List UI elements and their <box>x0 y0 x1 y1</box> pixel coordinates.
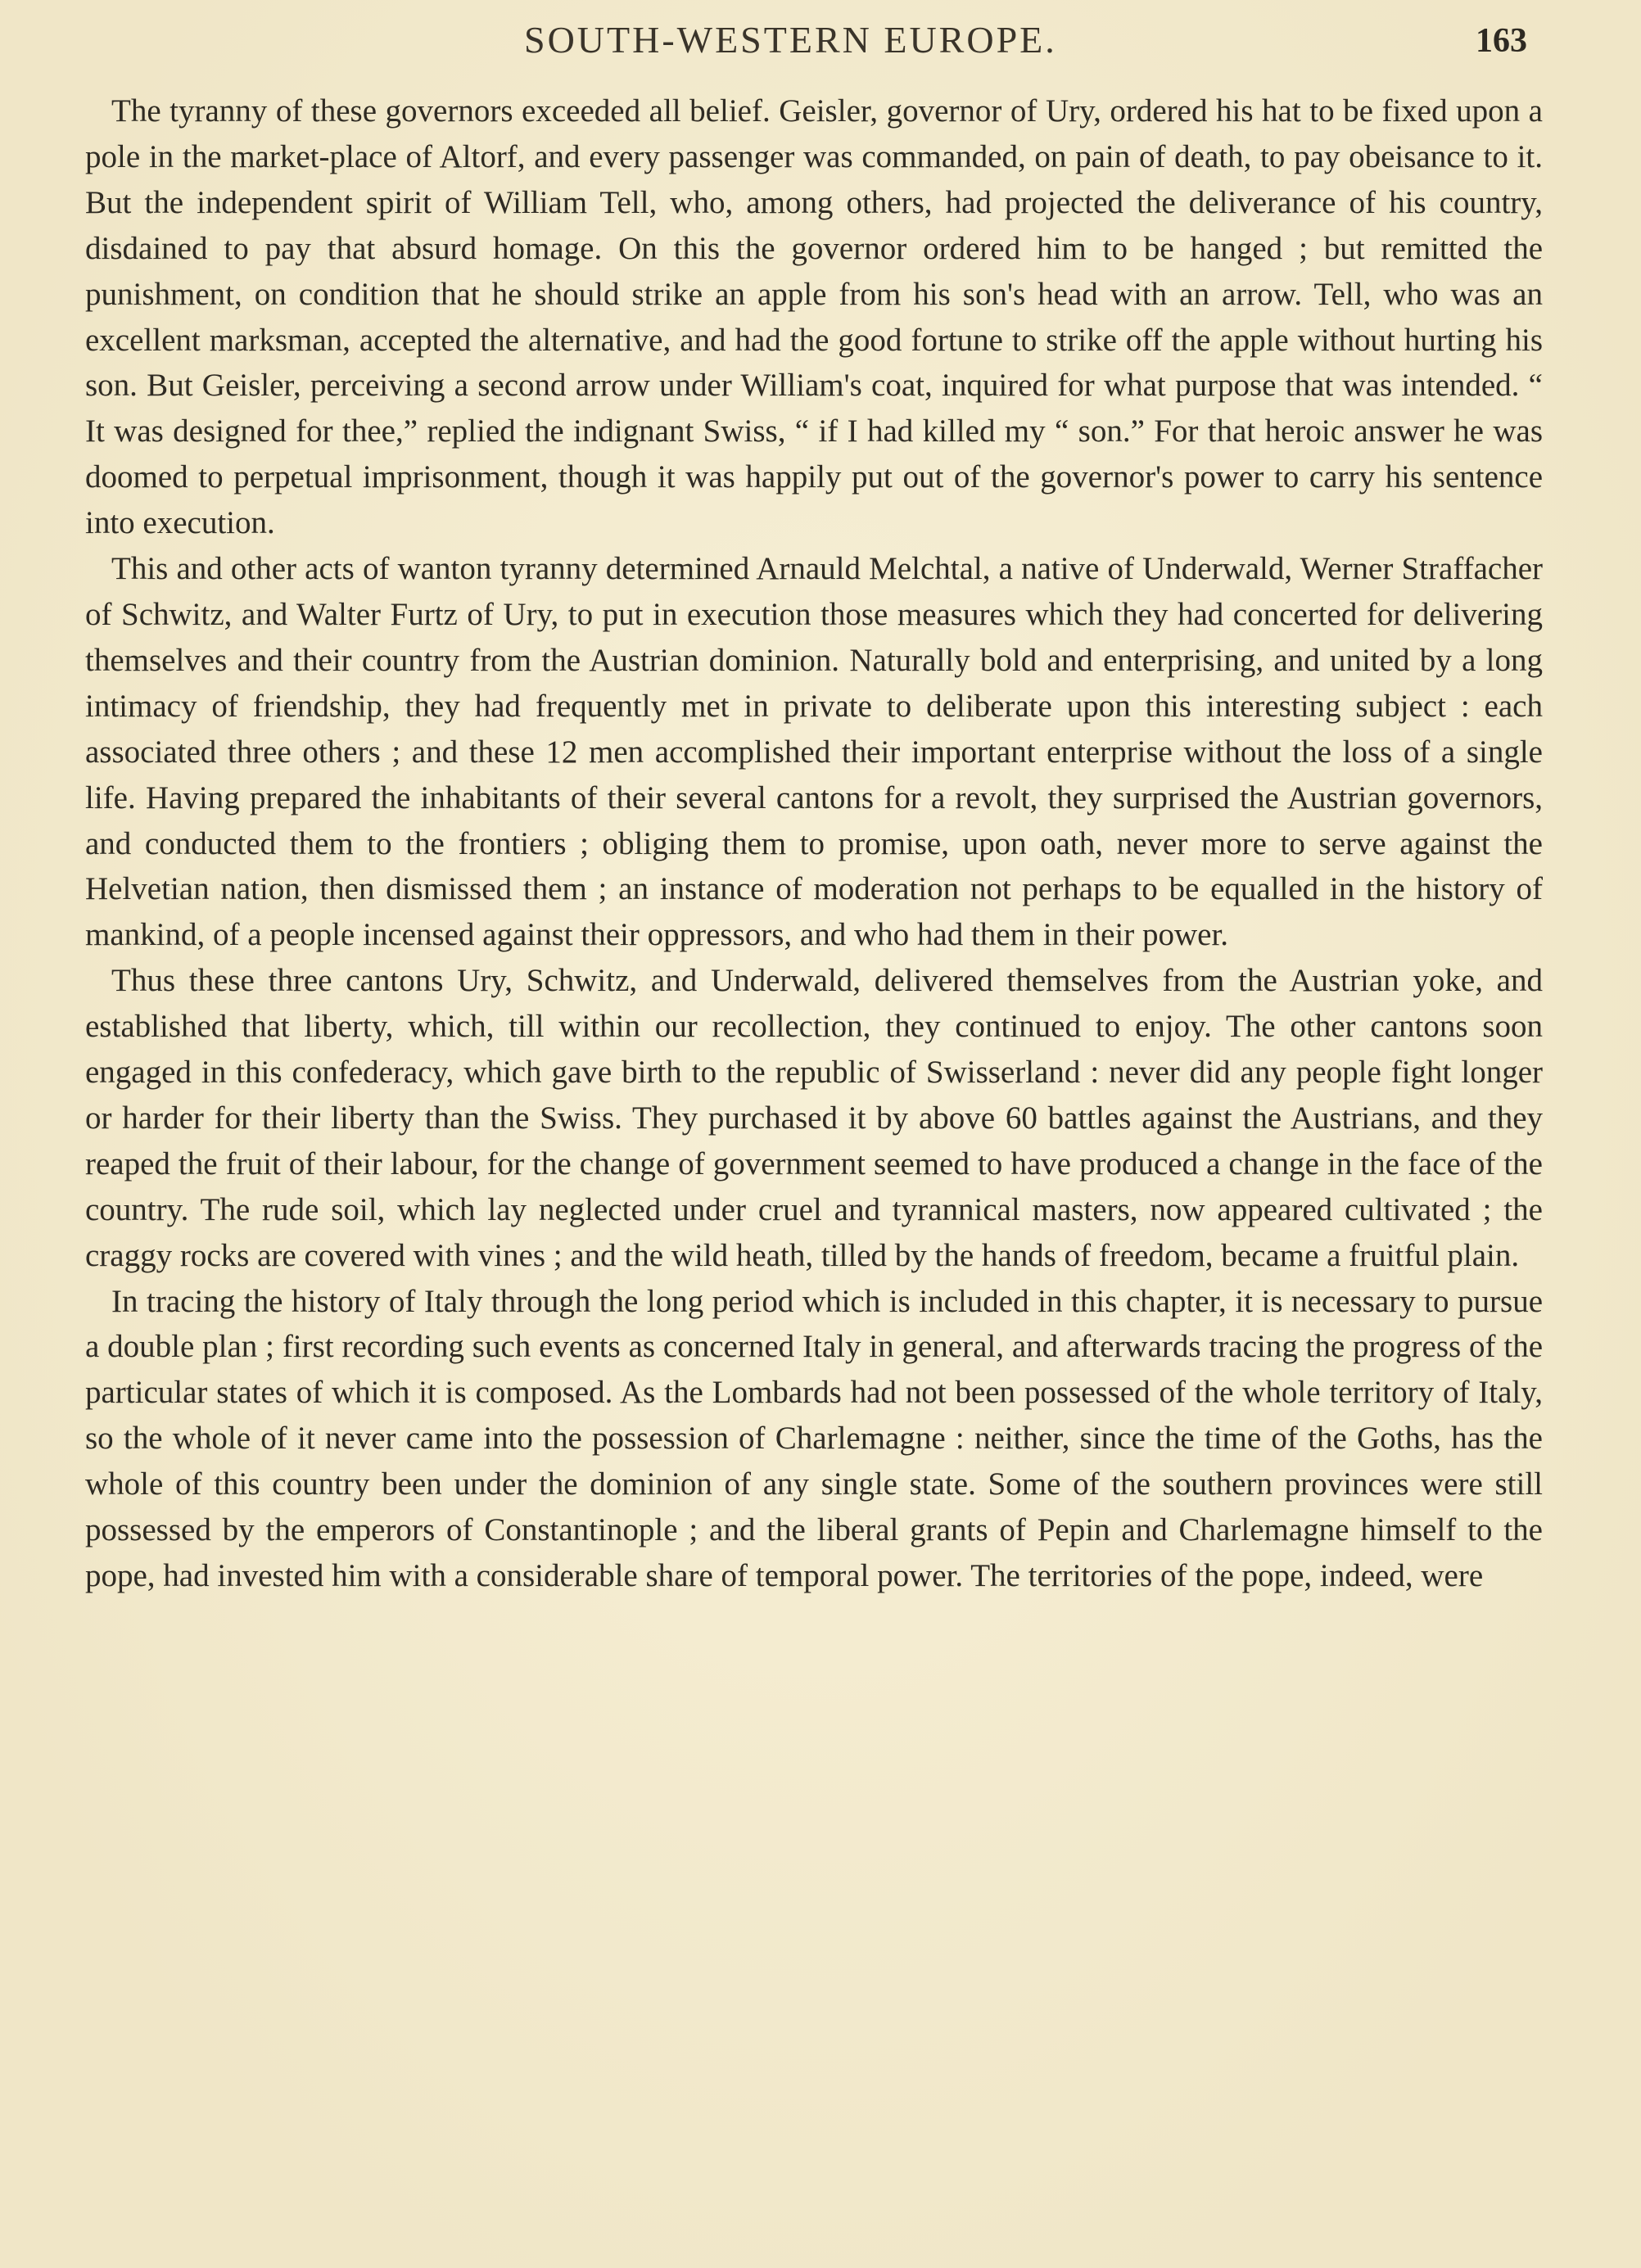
page-number: 163 <box>1476 22 1527 60</box>
paragraph-william-tell: The tyranny of these governors exceeded all belief. Geisler, governor of Ury, ordered his hat to be fixed upon a pole in the market-place of Altorf, and every passenger was commanded, on pain of death, to pay obeisance to it. But the independent spirit of William Tell, who, among others, had projected the deliverance of his country, disdained to pay that absurd homage. On this the governor ordered him to be hanged ; but remitted the punishment, on condition that he should strike an apple from his son's head with an arrow. Tell, who was an excellent marksman, accepted the alternative, and had the good fortune to strike off the apple without hurting his son. But Geisler, perceiving a second arrow under William's coat, inquired for what purpose that was intended. “ It was designed for thee,” replied the indignant Swiss, “ if I had killed my “ son.” For that heroic answer he was doomed to perpetual imprisonment, though it was happily put out of the governor's power to carry his sentence into execution. <box>85 93 1543 541</box>
body-text <box>85 88 1543 1599</box>
running-head: SOUTH-WESTERN EUROPE. <box>524 19 1057 61</box>
paragraph-italy-history: In tracing the history of Italy through the long period which is included in this chapter, it is necessary to pursue a double plan ; first recording such events as concerned Italy in general, and afterwards tracing the progress of the particular states of which it is composed. As the Lombards had not been possessed of the whole territory of Italy, so the whole of it never came into the possession of Charlemagne : neither, since the time of the Goths, has the whole of this country been under the dominion of any single state. Some of the southern provinces were still possessed by the emperors of Constantinople ; and the liberal grants of Pepin and Charlemagne himself to the pope, had invested him with a considerable share of temporal power. The territories of the pope, indeed, were <box>85 1283 1543 1593</box>
paragraph-swiss-liberty: Thus these three cantons Ury, Schwitz, and Underwald, delivered themselves from the Austrian yoke, and established that liberty, which, till within our recollection, they continued to enjoy. The other cantons soon engaged in this confederacy, which gave birth to the republic of Swisserland : never did any people fight longer or harder for their liberty than the Swiss. They purchased it by above 60 battles against the Austrians, and they reaped the fruit of their labour, for the change of government seemed to have produced a change in the face of the country. The rude soil, which lay neglected under cruel and tyrannical masters, now appeared cultivated ; the craggy rocks are covered with vines ; and the wild heath, tilled by the hands of freedom, became a fruitful plain. <box>85 963 1543 1273</box>
paragraph-conspiracy: This and other acts of wanton tyranny determined Arnauld Melchtal, a native of Underwald, Werner Straffacher of Schwitz, and Walter Furtz of Ury, to put in execution those measures which they had concerted for delivering themselves and their country from the Austrian dominion. Naturally bold and enterprising, and united by a long intimacy of friendship, they had frequently met in private to deliberate upon this interesting subject : each associated three others ; and these 12 men accomplished their important enterprise without the loss of a single life. Having prepared the inhabitants of their several cantons for a revolt, they surprised the Austrian governors, and conducted them to the frontiers ; obliging them to promise, upon oath, never more to serve against the Helvetian nation, then dismissed them ; an instance of moderation not perhaps to be equalled in the history of mankind, of a people incensed against their oppressors, and who had them in their power. <box>85 551 1543 953</box>
